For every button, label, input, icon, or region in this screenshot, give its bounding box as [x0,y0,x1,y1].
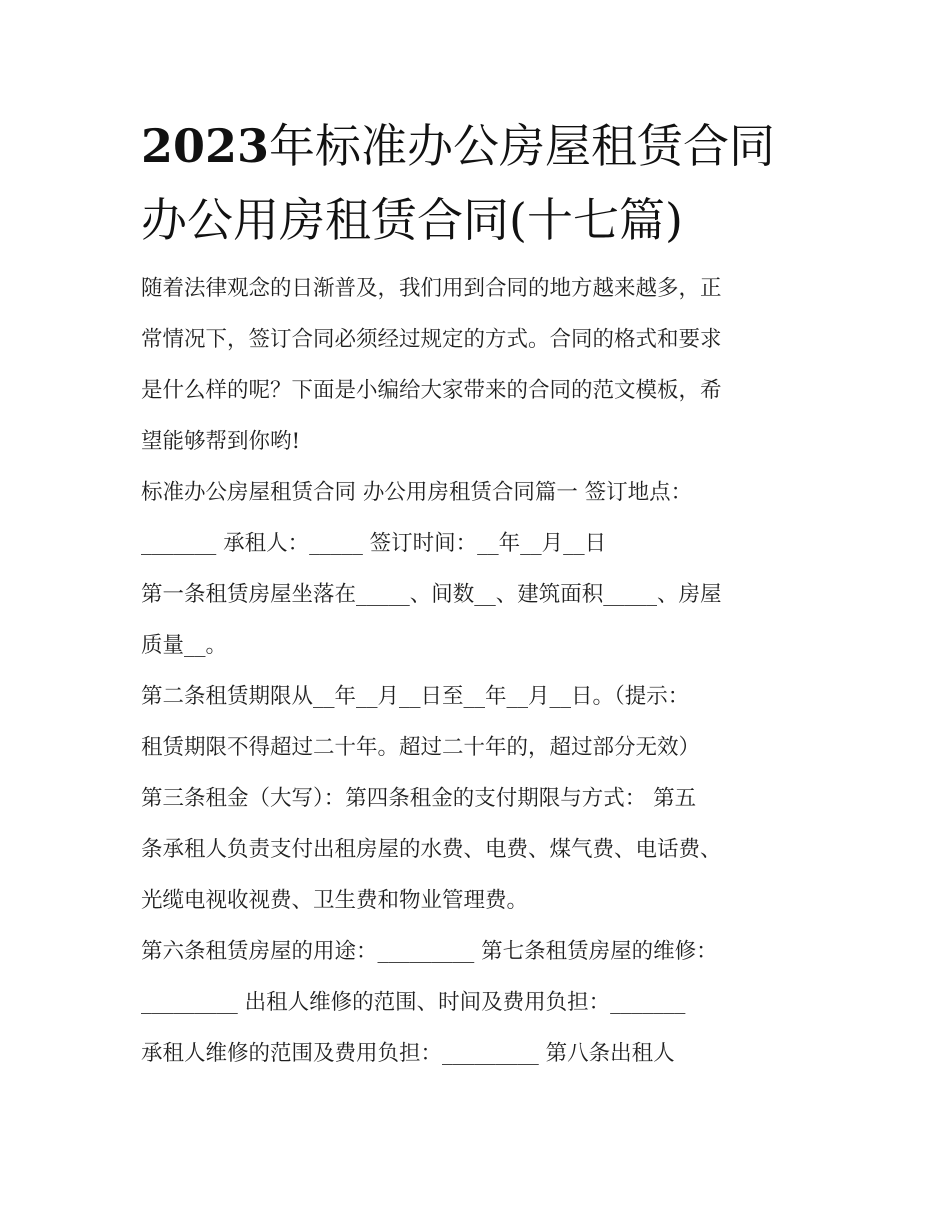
document-title [141,110,821,257]
text-line: 常情况下，签订合同必须经过规定的方式。合同的格式和要求 [141,327,722,353]
title-line-2: 办公用房租赁合同(十七篇) [141,192,683,247]
text-line: 望能够帮到你哟! [141,429,301,455]
paragraph-signing-info [141,467,821,569]
paragraph-article-6-8 [141,926,821,1079]
text-line: 第三条租金（大写）：第四条租金的支付期限与方式： 第五 [141,786,697,812]
text-line: _________ 出租人维修的范围、时间及费用负担：_______ [141,990,686,1016]
paragraph-article-3-5 [141,773,821,926]
paragraph-article-1 [141,569,821,671]
text-line: _______ 承租人：_____ 签订时间：__年__月__日 [141,531,607,557]
text-line: 随着法律观念的日渐普及，我们用到合同的地方越来越多，正 [141,276,722,302]
text-line: 第二条租赁期限从__年__月__日至__年__月__日。（提示： [141,684,690,710]
text-line: 是什么样的呢？下面是小编给大家带来的合同的范文模板，希 [141,378,722,404]
text-line: 条承租人负责支付出租房屋的水费、电费、煤气费、电话费、 [141,837,722,863]
paragraph-article-2 [141,671,821,773]
document-page [141,110,821,1079]
text-line: 光缆电视收视费、卫生费和物业管理费。 [141,888,529,914]
text-line: 标准办公房屋租赁合同 办公用房租赁合同篇一 签订地点： [141,480,693,506]
text-line: 承租人维修的范围及费用负担：_________ 第八条出租人 [141,1041,675,1067]
title-year: 2023 [141,119,270,173]
text-line: 租赁期限不得超过二十年。超过二十年的，超过部分无效） [141,735,701,761]
title-line-1 [141,110,821,184]
document-body [141,263,821,1079]
title-line-1-text: 年标准办公房屋租赁合同 [269,119,776,173]
text-line: 第一条租赁房屋坐落在_____、间数__、建筑面积_____、房屋 [141,582,722,608]
text-line: 第六条租赁房屋的用途：_________ 第七条租赁房屋的维修： [141,939,718,965]
paragraph-intro [141,263,821,467]
text-line: 质量__。 [141,633,228,659]
